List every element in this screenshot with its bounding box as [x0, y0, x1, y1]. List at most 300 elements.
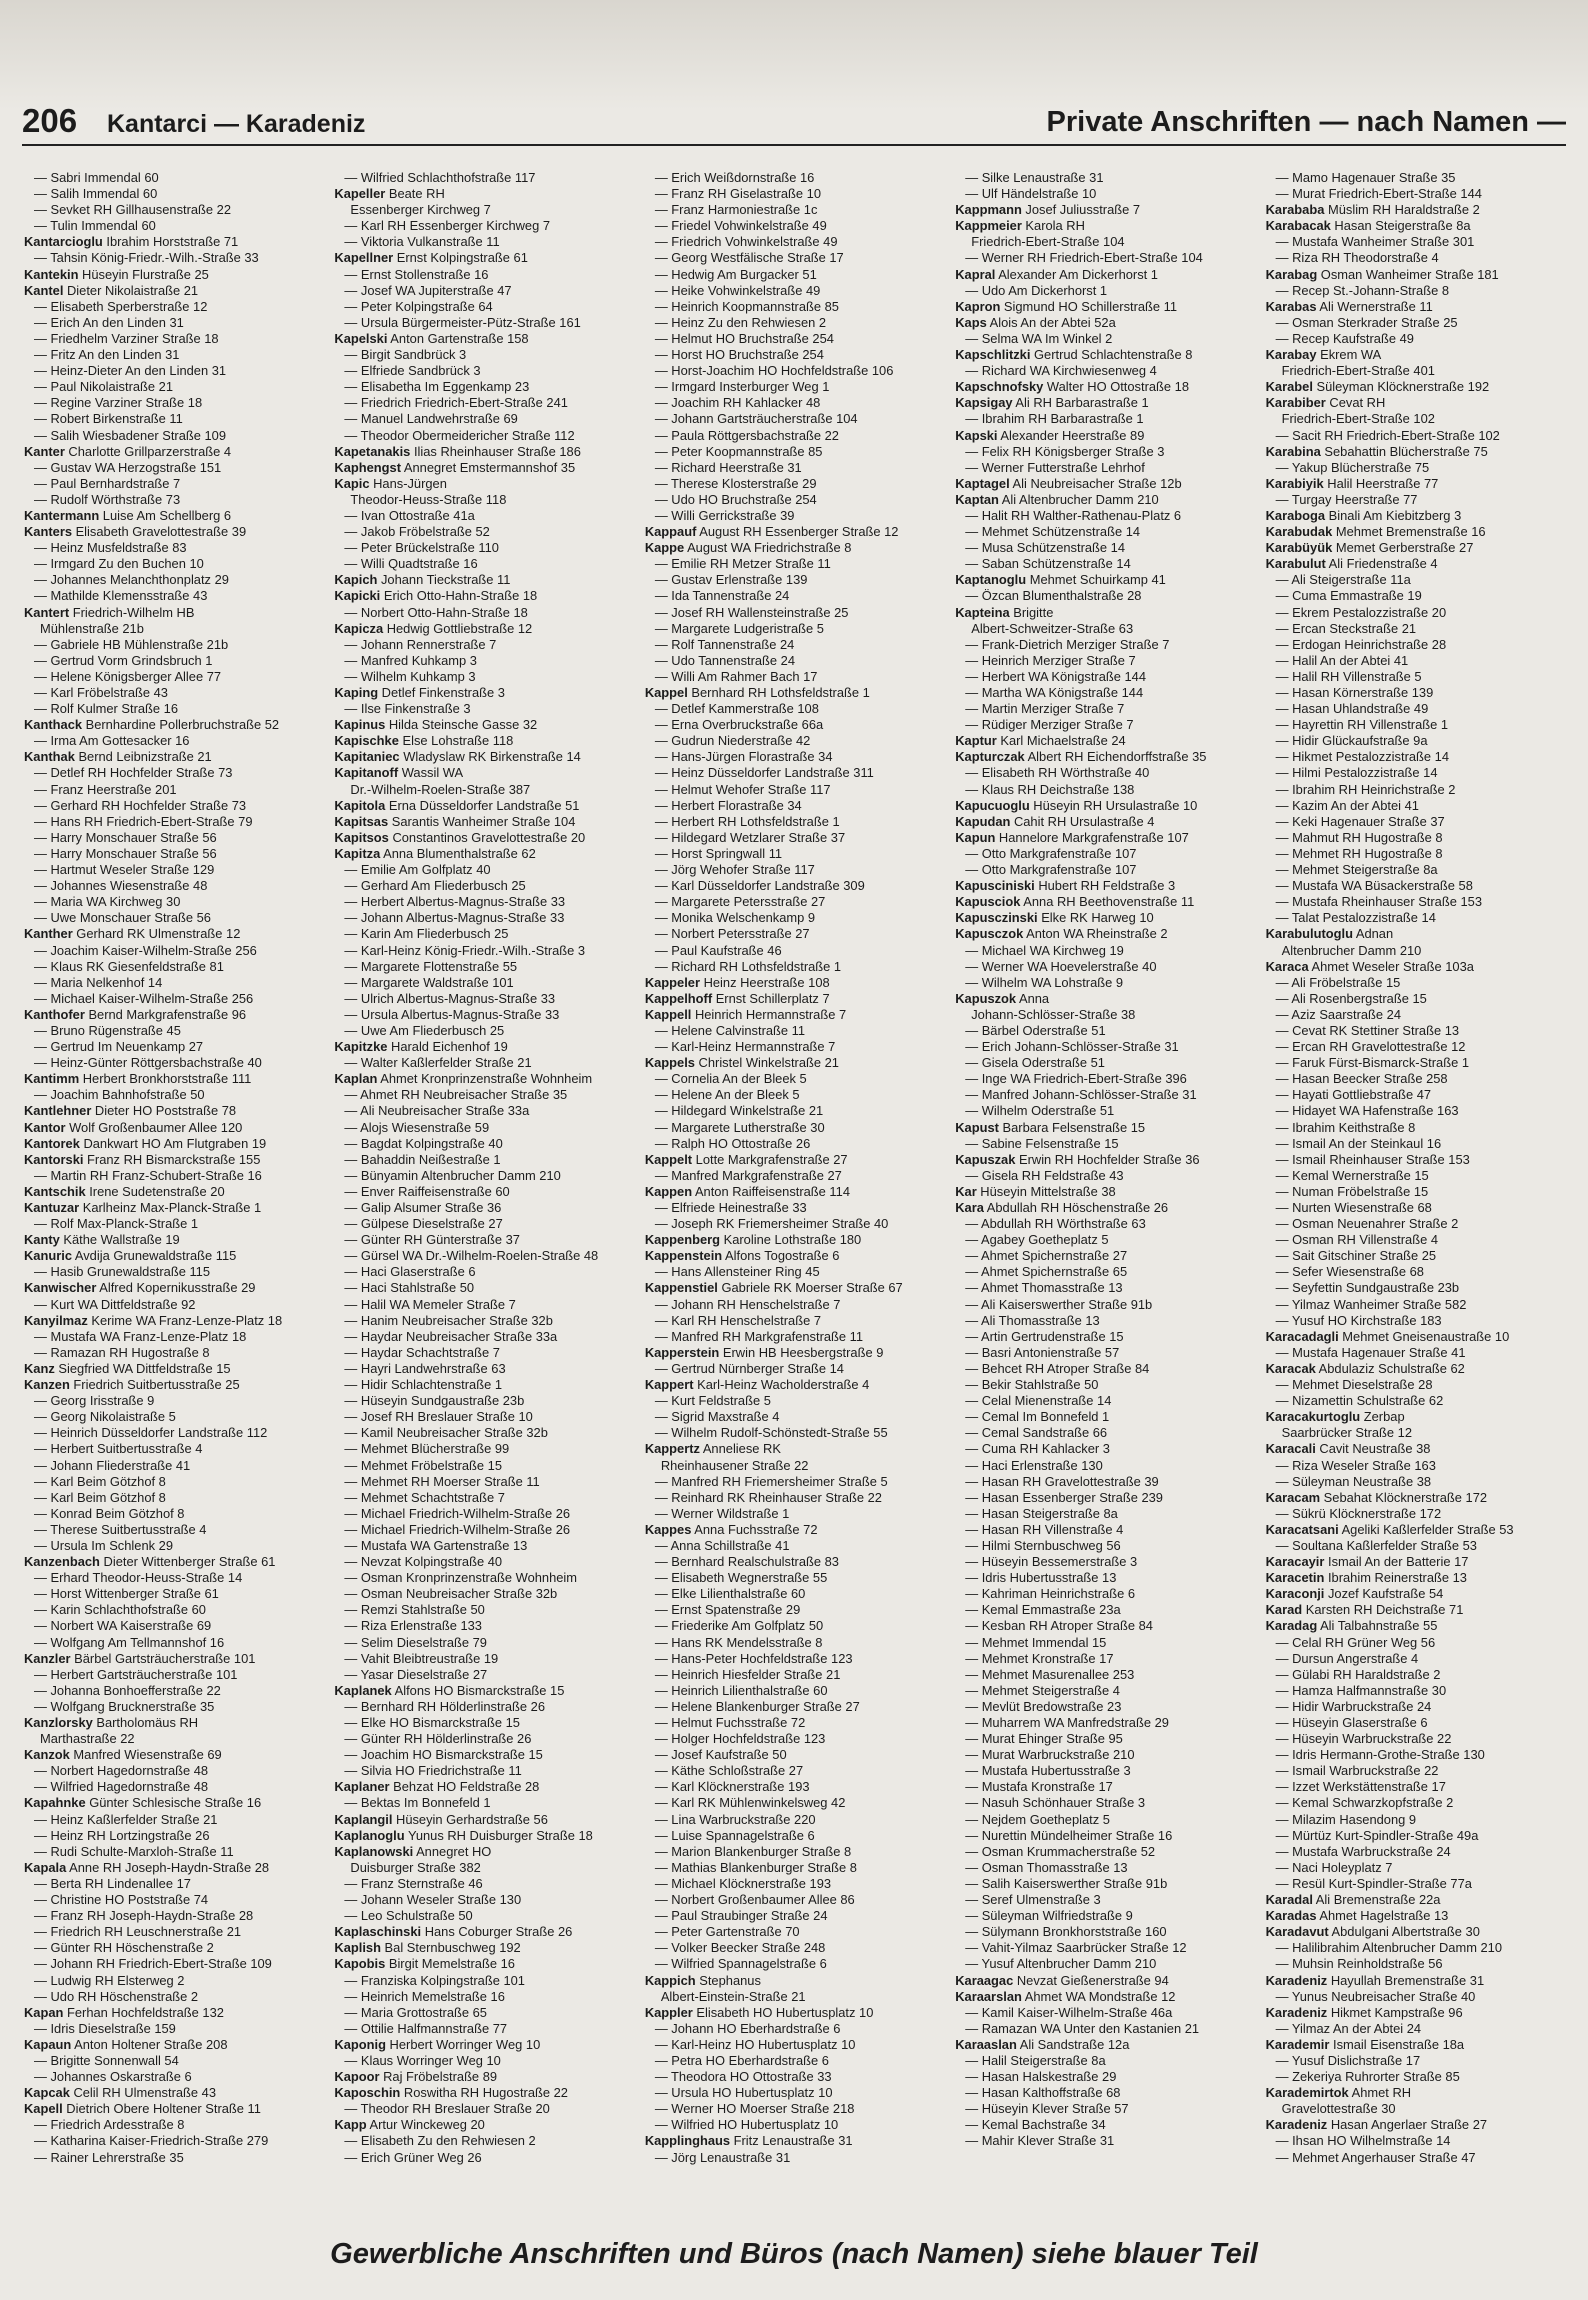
sub-entry: — Bektas Im Bonnefeld 1: [344, 1795, 491, 1811]
sub-entry: — Helene Königsberger Allee 77: [34, 668, 222, 684]
entry-detail: Anton Raiffeisenstraße 114: [692, 1183, 850, 1199]
sub-entry: — Helene An der Bleek 5: [654, 1087, 800, 1103]
sub-entry: — Nurettin Mündelheimer Straße 16: [965, 1827, 1173, 1843]
sub-entry: — Hedwig Am Burgacker 51: [654, 266, 817, 282]
surname: Kantimm: [24, 1071, 80, 1087]
surname: Kapuszak: [955, 1151, 1016, 1167]
surname-entry: [955, 267, 1253, 283]
sub-entry: — Izzet Werkstättenstraße 17: [1275, 1779, 1446, 1795]
surname: Kapplinghaus: [644, 2133, 731, 2149]
entry-detail: Luise Am Schellberg 6: [99, 507, 232, 523]
surname: Kanty: [24, 1232, 60, 1248]
sub-entry: — Horst Wittenberger Straße 61: [34, 1586, 219, 1602]
entry-detail: Mehmet Gneisenaustraße 10: [1338, 1328, 1510, 1344]
sub-entry: — Käthe Schloßstraße 27: [654, 1763, 804, 1779]
entry-detail: Osman Wanheimer Straße 181: [1317, 266, 1499, 282]
entry-detail: Hedwig Gottliebstraße 12: [383, 620, 533, 636]
sub-entry: — Josef WA Jupiterstraße 47: [344, 282, 512, 298]
surname-entry: [955, 572, 1253, 588]
entry-detail: Heinz Heerstraße 108: [699, 974, 830, 990]
surname: Kappen: [644, 1183, 693, 1199]
sub-entry: — Monika Welschenkamp 9: [654, 910, 816, 926]
sub-entry: — Josef Kaufstraße 50: [654, 1747, 787, 1763]
sub-entry: — Riza Erlenstraße 133: [344, 1618, 482, 1634]
sub-entry: — Georg Westfälische Straße 17: [654, 250, 844, 266]
surname: Kappelt: [644, 1151, 693, 1167]
surname: Kantermann: [24, 507, 100, 523]
entry-detail: Annegret Emstermannshof 35: [401, 459, 576, 475]
surname-entry: [24, 283, 322, 299]
sub-entry: — Wilhelm WA Lohstraße 9: [965, 974, 1124, 990]
sub-entry: — Paula Röttgersbachstraße 22: [654, 427, 839, 443]
sub-entry: — Volker Beecker Straße 248: [654, 1940, 826, 1956]
sub-entry: — Erich Johann-Schlösser-Straße 31: [965, 1039, 1179, 1055]
surname-entry: [334, 460, 632, 476]
sub-entry: — Kemal Emmastraße 23a: [965, 1602, 1121, 1618]
surname: Kapitanoff: [334, 765, 399, 781]
sub-entry: — Manfred RH Friemersheimer Straße 5: [654, 1473, 888, 1489]
sub-entry: — Johannes Melanchthonplatz 29: [34, 572, 229, 588]
surname-entry: [1266, 1329, 1564, 1345]
sub-entry: — Elisabetha Im Eggenkamp 23: [344, 379, 530, 395]
sub-entry: — Elfriede Sandbrück 3: [344, 363, 481, 379]
entry-detail: Anna: [1016, 990, 1050, 1006]
surname-entry: [955, 1989, 1253, 2005]
entry-detail: Günter Schlesische Straße 16: [85, 1795, 262, 1811]
sub-entry: — Heinz Kaßlerfelder Straße 21: [34, 1811, 218, 1827]
entry-detail: Hüseyin Gerhardstraße 56: [392, 1811, 548, 1827]
surname: Karacayir: [1265, 1554, 1325, 1570]
sub-entry: — Otto Markgrafenstraße 107: [965, 845, 1137, 861]
surname-entry: [334, 250, 632, 266]
sub-entry: — Hartmut Weseler Straße 129: [34, 862, 215, 878]
sub-entry: — Ilse Finkenstraße 3: [344, 701, 471, 717]
sub-entry: — Ali Neubreisacher Straße 33a: [344, 1103, 530, 1119]
sub-entry: — Heinz-Günter Röttgersbachstraße 40: [34, 1055, 262, 1071]
sub-entry: — Ernst Spatenstraße 29: [654, 1602, 801, 1618]
sub-entry: — Elisabeth Wegnerstraße 55: [654, 1570, 828, 1586]
surname-entry: [1266, 1602, 1564, 1618]
surname: Kara: [955, 1200, 984, 1215]
surname: Kapp: [334, 2117, 367, 2133]
entry-detail: Ahmet Hagelstraße 13: [1316, 1908, 1449, 1924]
surname-entry: [334, 476, 632, 492]
entry-detail: Bärbel Gartsträucherstraße 101: [70, 1650, 256, 1666]
sub-entry: — Karl Fröbelstraße 43: [34, 685, 168, 700]
sub-entry: — Nejdem Goetheplatz 5: [965, 1811, 1110, 1827]
sub-entry: — Georg Irisstraße 9: [34, 1393, 155, 1409]
sub-entry: — Therese Suitbertusstraße 4: [34, 1521, 207, 1537]
sub-entry: — Ibrahim RH Heinrichstraße 2: [1275, 781, 1456, 797]
entry-detail: Josef Juliusstraße 7: [1021, 202, 1141, 218]
sub-entry: — Artin Gertrudenstraße 15: [965, 1328, 1124, 1344]
sub-entry: — Murat Friedrich-Ebert-Straße 144: [1275, 186, 1482, 202]
sub-entry: — Süleyman Neustraße 38: [1275, 1473, 1432, 1489]
sub-entry: — Sabine Felsenstraße 15: [965, 1135, 1119, 1151]
sub-entry: — Süleyman Wilfriedstraße 9: [965, 1908, 1133, 1924]
surname-entry: [955, 395, 1253, 411]
entry-continuation: Mühlenstraße 21b: [40, 620, 144, 636]
sub-entry: — Franz Sternstraße 46: [344, 1875, 483, 1891]
entry-detail: Cahit RH Ursulastraße 4: [1010, 813, 1155, 829]
surname: Kantorek: [24, 1135, 80, 1151]
surname-entry: [334, 830, 632, 846]
sub-entry: — Herbert Albertus-Magnus-Straße 33: [344, 894, 566, 910]
sub-entry: — Hans RK Mendelsstraße 8: [654, 1634, 823, 1650]
sub-entry: — Bünyamin Altenbrucher Damm 210: [344, 1167, 561, 1183]
sub-entry: — Felix RH Königsberger Straße 3: [965, 443, 1165, 459]
sub-entry: — Therese Klosterstraße 29: [654, 475, 817, 491]
sub-entry: — Herbert WA Königstraße 144: [965, 668, 1147, 684]
sub-entry: — Heinrich Merziger Straße 7: [965, 652, 1136, 668]
entry-detail: Birgit Memelstraße 16: [385, 1956, 515, 1972]
surname: Kapischke: [334, 733, 399, 749]
sub-entry: — Harry Monschauer Straße 56: [34, 845, 217, 861]
surname-entry: [1266, 1490, 1564, 1506]
sub-entry: — Ramazan RH Hugostraße 8: [34, 1344, 210, 1360]
surname: Kapuszok: [955, 990, 1017, 1006]
entry-detail: Ali RH Barbarastraße 1: [1012, 395, 1149, 411]
surname-entry: [1266, 1618, 1564, 1634]
entry-detail: Mehmet Bremenstraße 16: [1332, 524, 1486, 540]
surname: Kanyilmaz: [24, 1312, 88, 1328]
sub-entry: — Mehmet Blücherstraße 99: [344, 1441, 510, 1457]
surname-entry: [24, 508, 322, 524]
sub-entry: — Tahsin König-Friedr.-Wilh.-Straße 33: [34, 250, 259, 266]
sub-entry: — Herbert Suitbertusstraße 4: [34, 1441, 203, 1457]
sub-entry: — Mustafa WA Büsackerstraße 58: [1275, 878, 1473, 894]
sub-entry: — Bekir Stahlstraße 50: [965, 1377, 1099, 1393]
surname: Kappler: [644, 2004, 693, 2020]
sub-entry: — Mustafa Kronstraße 17: [965, 1779, 1113, 1795]
entry-detail: Hüseyin Flurstraße 25: [78, 266, 209, 282]
entry-detail: Hubert RH Feldstraße 3: [1034, 878, 1176, 894]
entry-detail: Celil RH Ulmenstraße 43: [69, 2085, 217, 2101]
surname: Kanther: [24, 926, 73, 942]
surname-entry: [24, 1795, 322, 1811]
sub-entry: — Ibrahim RH Barbarastraße 1: [965, 411, 1144, 427]
sub-entry: — Turgay Heerstraße 77: [1275, 491, 1418, 507]
surname-entry: [645, 540, 943, 556]
sub-entry: — Cornelia An der Bleek 5: [654, 1071, 807, 1087]
sub-entry: — Hasan Beecker Straße 258: [1275, 1071, 1448, 1087]
surname-entry: [334, 331, 632, 347]
sub-entry: — Mehmet Dieselstraße 28: [1275, 1377, 1433, 1393]
sub-entry: — Karl-Heinz HO Hubertusplatz 10: [654, 2036, 856, 2052]
sub-entry: — Helmut Fuchsstraße 72: [654, 1715, 806, 1730]
entry-continuation: Friedrich-Ebert-Straße 102: [1281, 411, 1435, 427]
sub-entry: — Haci Erlenstraße 130: [965, 1457, 1103, 1473]
surname-entry: [24, 1361, 322, 1377]
sub-entry: — Harry Monschauer Straße 56: [34, 829, 217, 845]
sub-entry: — Kamil Kaiser-Wilhelm-Straße 46a: [965, 2004, 1173, 2020]
sub-entry: — Rolf Kulmer Straße 16: [34, 701, 178, 717]
sub-entry: — Halil An der Abtei 41: [1275, 652, 1409, 668]
sub-entry: — Johann Albertus-Magnus-Straße 33: [344, 910, 565, 926]
sub-entry: — Behcet RH Atroper Straße 84: [965, 1360, 1150, 1376]
entry-detail: Dieter Wittenberger Straße 61: [99, 1554, 276, 1570]
surname: Kapan: [24, 2004, 64, 2020]
sub-entry: — Joachim Kaiser-Wilhelm-Straße 256: [34, 942, 257, 958]
sub-entry: — Ursula Bürgermeister-Pütz-Straße 161: [344, 314, 581, 330]
sub-entry: — Karl-Heinz Hermannstraße 7: [654, 1039, 836, 1055]
sub-entry: — Paul Kaufstraße 46: [654, 942, 782, 958]
sub-entry: — Wilhelm Oderstraße 51: [965, 1103, 1115, 1119]
surname: Kaplaschinski: [334, 1924, 422, 1940]
sub-entry: — Alojs Wiesenstraße 59: [344, 1119, 490, 1135]
surname: Kaplanek: [334, 1682, 392, 1698]
sub-entry: — Walter Kaßlerfelder Straße 21: [344, 1055, 532, 1071]
surname: Kantorski: [24, 1151, 84, 1167]
entry-detail: Kerime WA Franz-Lenze-Platz 18: [87, 1312, 283, 1328]
sub-entry: — Heinrich Koopmannstraße 85: [654, 298, 839, 314]
sub-entry: — Halilibrahim Altenbrucher Damm 210: [1275, 1940, 1503, 1956]
entry-detail: Erwin RH Hochfelder Straße 36: [1015, 1151, 1200, 1167]
page-number: 206: [22, 102, 78, 139]
sub-entry: — Silke Lenaustraße 31: [965, 170, 1104, 185]
surname: Karabiber: [1265, 395, 1326, 411]
sub-entry: — Manfred Kuhkamp 3: [344, 652, 477, 668]
surname-entry: [24, 1200, 322, 1216]
sub-entry: — Hans Allensteiner Ring 45: [654, 1264, 820, 1280]
sub-entry: — Erich An den Linden 31: [34, 314, 184, 330]
entry-detail: Stephanus: [695, 1972, 761, 1988]
sub-entry: — Mamo Hagenauer Straße 35: [1275, 170, 1456, 185]
surname: Kapucuoglu: [955, 797, 1030, 813]
sub-entry: — Ursula Im Schlenk 29: [34, 1537, 173, 1553]
entry-detail: Dankwart HO Am Flutgraben 19: [79, 1135, 267, 1151]
sub-entry: — Friedhelm Varziner Straße 18: [34, 330, 219, 346]
entry-detail: Karl Michaelstraße 24: [996, 733, 1126, 749]
surname: Kaplaner: [334, 1779, 390, 1795]
sub-entry: — Mehmet Schachtstraße 7: [344, 1489, 505, 1505]
surname: Karad: [1265, 1602, 1303, 1618]
surname: Kapschnofsky: [955, 379, 1044, 395]
sub-entry: — Lina Warbruckstraße 220: [654, 1811, 816, 1827]
sub-entry: — Maria WA Kirchweg 30: [34, 894, 181, 910]
sub-entry: — Theodora HO Ottostraße 33: [654, 2069, 832, 2085]
surname-entry: [1266, 1892, 1564, 1908]
surname: Kappert: [644, 1377, 694, 1393]
surname: Kapetanakis: [334, 443, 411, 459]
sub-entry: — Anna Schillstraße 41: [654, 1537, 790, 1553]
sub-entry: — Ismail Warbruckstraße 22: [1275, 1763, 1439, 1779]
sub-entry: — Nurten Wiesenstraße 68: [1275, 1200, 1432, 1215]
sub-entry: — Joachim RH Kahlacker 48: [654, 395, 821, 411]
sub-entry: — Osman RH Villenstraße 4: [1275, 1232, 1439, 1248]
sub-entry: — Hayri Landwehrstraße 63: [344, 1360, 506, 1376]
sub-entry: — Osman Neubreisacher Straße 32b: [344, 1586, 558, 1602]
sub-entry: — Hamza Halfmannstraße 30: [1275, 1682, 1447, 1698]
sub-entry: — Osman Krummacherstraße 52: [965, 1843, 1156, 1859]
entry-detail: Hüseyin Mittelstraße 38: [976, 1183, 1116, 1199]
entry-detail: Wladyslaw RK Birkenstraße 14: [399, 749, 581, 765]
surname: Kappels: [644, 1055, 695, 1071]
sub-entry: — Helmut Wehofer Straße 117: [654, 781, 831, 797]
surname-entry: [1266, 395, 1564, 411]
sub-entry: — Elfriede Heinestraße 33: [654, 1200, 807, 1215]
sub-entry: — Karl RH Henschelstraße 7: [654, 1312, 822, 1328]
surname-entry: [334, 2117, 632, 2133]
sub-entry: — Gürsel WA Dr.-Wilhelm-Roelen-Straße 48: [344, 1248, 599, 1264]
sub-entry: — Margarete Flottenstraße 55: [344, 958, 518, 974]
sub-entry: — Margarete Waldstraße 101: [344, 974, 514, 990]
sub-entry: — Celal RH Grüner Weg 56: [1275, 1634, 1436, 1650]
sub-entry: — Petra HO Eberhardstraße 6: [654, 2052, 829, 2068]
surname-entry: [24, 1120, 322, 1136]
entry-detail: Erwin HB Heesbergstraße 9: [719, 1344, 884, 1360]
entry-detail: Hasan Angerlaer Straße 27: [1327, 2117, 1488, 2133]
surname-entry: [1266, 2085, 1564, 2101]
sub-entry: — Willi Am Rahmer Bach 17: [654, 668, 818, 684]
sub-entry: — Mehmet Masurenallee 253: [965, 1666, 1135, 1682]
entry-detail: Ibrahim Reinerstraße 13: [1324, 1570, 1467, 1586]
entry-detail: Franz RH Bismarckstraße 155: [83, 1151, 261, 1167]
entry-detail: Alfons Togostraße 6: [722, 1248, 840, 1264]
sub-entry: — Ercan Steckstraße 21: [1275, 620, 1417, 636]
surname-entry: [645, 975, 943, 991]
sub-entry: — Kahriman Heinrichstraße 6: [965, 1586, 1136, 1602]
sub-entry: — Theodor RH Breslauer Straße 20: [344, 2101, 550, 2117]
sub-entry: — Erdogan Heinrichstraße 28: [1275, 636, 1447, 652]
sub-entry: — Friedrich RH Leuschnerstraße 21: [34, 1924, 242, 1940]
sub-entry: — Johann Weseler Straße 130: [344, 1892, 522, 1908]
entry-continuation: Gravelottestraße 30: [1281, 2101, 1396, 2117]
sub-entry: — Resül Kurt-Spindler-Straße 77a: [1275, 1875, 1472, 1891]
surname-entry: [955, 605, 1253, 621]
sub-entry: — Günter RH Höschenstraße 2: [34, 1940, 214, 1956]
sub-entry: — Heike Vohwinkelstraße 49: [654, 282, 821, 298]
entry-detail: Ekrem WA: [1316, 347, 1382, 363]
surname-entry: [645, 1055, 943, 1071]
entry-detail: Sarantis Wanheimer Straße 104: [388, 813, 576, 829]
sub-entry: — Haci Glaserstraße 6: [344, 1264, 476, 1280]
surname-entry: [24, 1747, 322, 1763]
surname: Kanter: [24, 443, 65, 459]
entry-detail: Ahmet Kronprinzenstraße Wohnheim: [377, 1071, 593, 1087]
sub-entry: — Hildegard Wetzlarer Straße 37: [654, 829, 846, 845]
sub-entry: — Rolf Max-Planck-Straße 1: [34, 1216, 199, 1232]
sub-entry: — Yasar Dieselstraße 27: [344, 1666, 488, 1682]
sub-entry: — Selma WA Im Winkel 2: [965, 330, 1113, 346]
sub-entry: — Galip Alsumer Straße 36: [344, 1200, 502, 1215]
surname-entry: [955, 830, 1253, 846]
entry-detail: Hannelore Markgrafenstraße 107: [995, 829, 1189, 845]
entry-detail: Beate RH: [385, 186, 445, 202]
surname: Kapala: [24, 1859, 67, 1875]
surname: Kantschik: [24, 1183, 86, 1199]
surname: Kapschlitzki: [955, 347, 1031, 363]
sub-entry: — Osman Thomasstraße 13: [965, 1859, 1128, 1875]
sub-entry: — Frank-Dietrich Merziger Straße 7: [965, 636, 1170, 652]
sub-entry: — Hidir Glückaufstraße 9a: [1275, 733, 1428, 749]
entry-detail: Ali Altenbrucher Damm 210: [998, 491, 1159, 507]
entry-detail: Siegfried WA Dittfeldstraße 15: [54, 1360, 231, 1376]
sub-entry: — Abdullah RH Wörthstraße 63: [965, 1216, 1146, 1232]
sub-entry: — Selim Dieselstraße 79: [344, 1634, 487, 1650]
sub-entry: — Wolfgang Brucknerstraße 35: [34, 1698, 215, 1714]
surname-entry: [24, 524, 322, 540]
entry-detail: Hans Coburger Straße 26: [421, 1924, 573, 1940]
entry-detail: Elisabeth Gravelottestraße 39: [72, 524, 247, 540]
surname-entry: [1266, 524, 1564, 540]
entry-detail: Bernhardine Pollerbruchstraße 52: [82, 717, 280, 733]
sub-entry: — Naci Holeyplatz 7: [1275, 1859, 1393, 1875]
sub-entry: — Gertrud Im Neuenkamp 27: [34, 1039, 204, 1055]
entry-detail: Gabriele RK Moerser Straße 67: [717, 1280, 903, 1296]
entry-detail: Erna Düsseldorfer Landstraße 51: [385, 797, 580, 813]
surname-entry: [24, 2085, 322, 2101]
entry-detail: Halil Heerstraße 77: [1323, 475, 1439, 491]
entry-detail: Ahmet Weseler Straße 103a: [1308, 958, 1474, 974]
entry-detail: Hüseyin RH Ursulastraße 10: [1029, 797, 1198, 813]
surname: Kanzlorsky: [24, 1715, 93, 1730]
surname-entry: [1266, 1522, 1564, 1538]
sub-entry: — Ismail Rheinhauser Straße 153: [1275, 1151, 1470, 1167]
sub-entry: — Tulin Immendal 60: [34, 218, 156, 234]
sub-entry: — Christine HO Poststraße 74: [34, 1892, 209, 1908]
entry-continuation: Friedrich-Ebert-Straße 401: [1281, 363, 1435, 379]
sub-entry: — Aziz Saarstraße 24: [1275, 1006, 1401, 1022]
sub-entry: — Heinz Düsseldorfer Landstraße 311: [654, 765, 874, 781]
surname-entry: [24, 1184, 322, 1200]
sub-entry: — Hanim Neubreisacher Straße 32b: [344, 1312, 553, 1328]
sub-entry: — Bernhard RH Hölderlinstraße 26: [344, 1698, 546, 1714]
surname: Kaponig: [334, 2036, 386, 2052]
sub-entry: — Halil Steigerstraße 8a: [965, 2052, 1106, 2068]
sub-entry: — Halil RH Villenstraße 5: [1275, 668, 1422, 684]
sub-entry: — Paul Nikolaistraße 21: [34, 379, 173, 395]
sub-entry: — Musa Schützenstraße 14: [965, 540, 1125, 556]
directory-column-2: [334, 170, 632, 2190]
entry-detail: Dieter HO Poststraße 78: [91, 1103, 237, 1119]
surname-entry: [645, 2133, 943, 2149]
sub-entry: — Irmgard Insterburger Weg 1: [654, 379, 830, 395]
surname: Kappich: [644, 1972, 696, 1988]
sub-entry: — Saban Schützenstraße 14: [965, 556, 1131, 572]
surname-entry: [955, 202, 1253, 218]
entry-continuation: Friedrich-Ebert-Straße 104: [971, 234, 1125, 250]
entry-detail: Fritz Lenaustraße 31: [730, 2133, 853, 2149]
sub-entry: — Karl-Heinz König-Friedr.-Wilh.-Straße 3: [344, 942, 586, 958]
surname: Kaplanoglu: [334, 1827, 405, 1843]
surname: Kaps: [955, 314, 987, 330]
surname: Kapoor: [334, 2069, 380, 2085]
surname-entry: [1266, 2005, 1564, 2021]
surname: Karadeniz: [1265, 2004, 1328, 2020]
entry-detail: Cavit Neustraße 38: [1315, 1441, 1431, 1457]
entry-detail: Walter HO Ottostraße 18: [1043, 379, 1189, 395]
sub-entry: — Hasan Steigerstraße 8a: [965, 1505, 1118, 1521]
surname: Kanz: [24, 1360, 55, 1376]
sub-entry: — Mehmet RH Hugostraße 8: [1275, 845, 1443, 861]
sub-entry: — Margarete Petersstraße 27: [654, 894, 826, 910]
surname: Kaplish: [334, 1940, 381, 1956]
sub-entry: — Ursula HO Hubertusplatz 10: [654, 2085, 833, 2101]
sub-entry: — Mustafa Warbruckstraße 24: [1275, 1843, 1451, 1859]
sub-entry: — Silvia HO Friedrichstraße 11: [344, 1763, 522, 1779]
surname-entry: [645, 1152, 943, 1168]
sub-entry: — Elisabeth RH Wörthstraße 40: [965, 765, 1150, 781]
surname-entry: [334, 717, 632, 733]
surname: Karaconji: [1265, 1586, 1325, 1602]
surname-entry: [334, 186, 632, 202]
sub-entry: — Hilmi Sternbuschweg 56: [965, 1537, 1121, 1553]
sub-entry: — Hans RH Friedrich-Ebert-Straße 79: [34, 813, 253, 829]
sub-entry: — Helene Blankenburger Straße 27: [654, 1698, 860, 1714]
sub-entry: — Idris Dieselstraße 159: [34, 2020, 176, 2036]
surname-entry: [645, 1280, 943, 1296]
